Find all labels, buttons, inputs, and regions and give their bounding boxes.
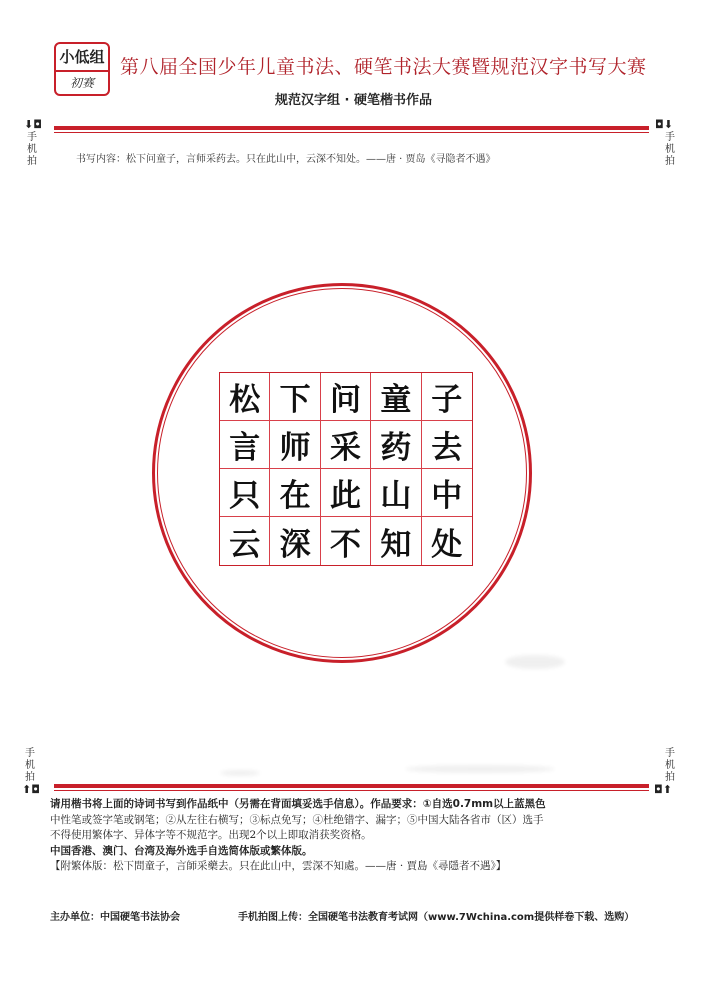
top-divider xyxy=(54,124,649,133)
upload-text: 手机拍图上传：全国硬笔书法教育考试网（www.7Wchina.com提供样卷下载、选购） xyxy=(238,912,635,923)
top-right-marker-icon: ◘⬇ xyxy=(655,118,673,131)
grid-cell: 下 xyxy=(270,373,320,421)
grid-cell: 处 xyxy=(431,526,463,563)
grid-cell: 深 xyxy=(270,517,320,565)
writing-grid xyxy=(219,372,473,566)
instructions-block xyxy=(50,797,670,875)
grid-cell: 师 xyxy=(270,421,320,469)
instructions-line: 请用楷书将上面的诗词书写到作品纸中（另需在背面填妥选手信息）。作品要求：①自选0.7mm以上蓝黑色 xyxy=(50,798,546,810)
grid-cell: 言 xyxy=(220,421,270,469)
group-badge xyxy=(54,42,110,96)
bottom-left-phone-label: 手机拍 xyxy=(25,748,35,783)
bottom-right-marker-icon: ◘⬆ xyxy=(654,783,672,796)
grid-cell: 中 xyxy=(422,469,472,517)
grid-cell: 子 xyxy=(422,373,472,421)
badge-group-label: 小低组 xyxy=(56,44,108,72)
bottom-right-phone-label: 手机拍 xyxy=(665,748,675,783)
grid-cell: 此 xyxy=(321,469,371,517)
grid-cell: 童 xyxy=(371,373,421,421)
page-subtitle: 规范汉字组 · 硬笔楷书作品 xyxy=(275,93,432,108)
instructions-line: 不得使用繁体字、异体字等不规范字。出现2个以上即取消获奖资格。 xyxy=(50,829,372,841)
grid-cell: 云 xyxy=(220,517,270,565)
instructions-line: 中性笔或签字笔或钢笔；②从左往右横写；③标点免写；④杜绝错字、漏字；⑤中国大陆各省市（区）选手 xyxy=(50,813,544,826)
grid-cell: 采 xyxy=(321,421,371,469)
writing-content: 书写内容：松下问童子，言师采药去。只在此山中，云深不知处。——唐 · 贾岛《寻隐者不遇》 xyxy=(76,154,496,165)
bottom-divider xyxy=(54,782,649,791)
organizer-text: 主办单位：中国硬笔书法协会 xyxy=(50,912,180,923)
grid-cell: 松 xyxy=(220,373,270,421)
grid-cell: 只 xyxy=(220,469,270,517)
bottom-left-marker-icon: ⬆◘ xyxy=(22,783,40,796)
grid-cell: 去 xyxy=(422,421,472,469)
badge-stage-label: 初赛 xyxy=(69,76,94,90)
top-right-phone-label: 手机拍 xyxy=(665,132,675,167)
grid-cell: 在 xyxy=(270,469,320,517)
top-left-marker-icon: ⬇◘ xyxy=(24,118,42,131)
page-title: 第八届全国少年儿童书法、硬笔书法大赛暨规范汉字书写大赛 xyxy=(120,56,647,78)
grid-cell: 药 xyxy=(371,421,421,469)
instructions-line: 中国香港、澳门、台湾及海外选手自选简体版或繁体版。 xyxy=(50,844,313,857)
grid-cell: 问 xyxy=(321,373,371,421)
grid-cell: 知 xyxy=(371,517,421,565)
instructions-line: 【附繁体版：松下問童子，言師采藥去。只在此山中，雲深不知處。——唐 · 賈島《尋隱者不遇》】 xyxy=(50,860,507,872)
grid-cell: 不 xyxy=(321,517,371,565)
top-left-phone-label: 手机拍 xyxy=(27,132,37,167)
grid-cell: 山 xyxy=(371,469,421,517)
